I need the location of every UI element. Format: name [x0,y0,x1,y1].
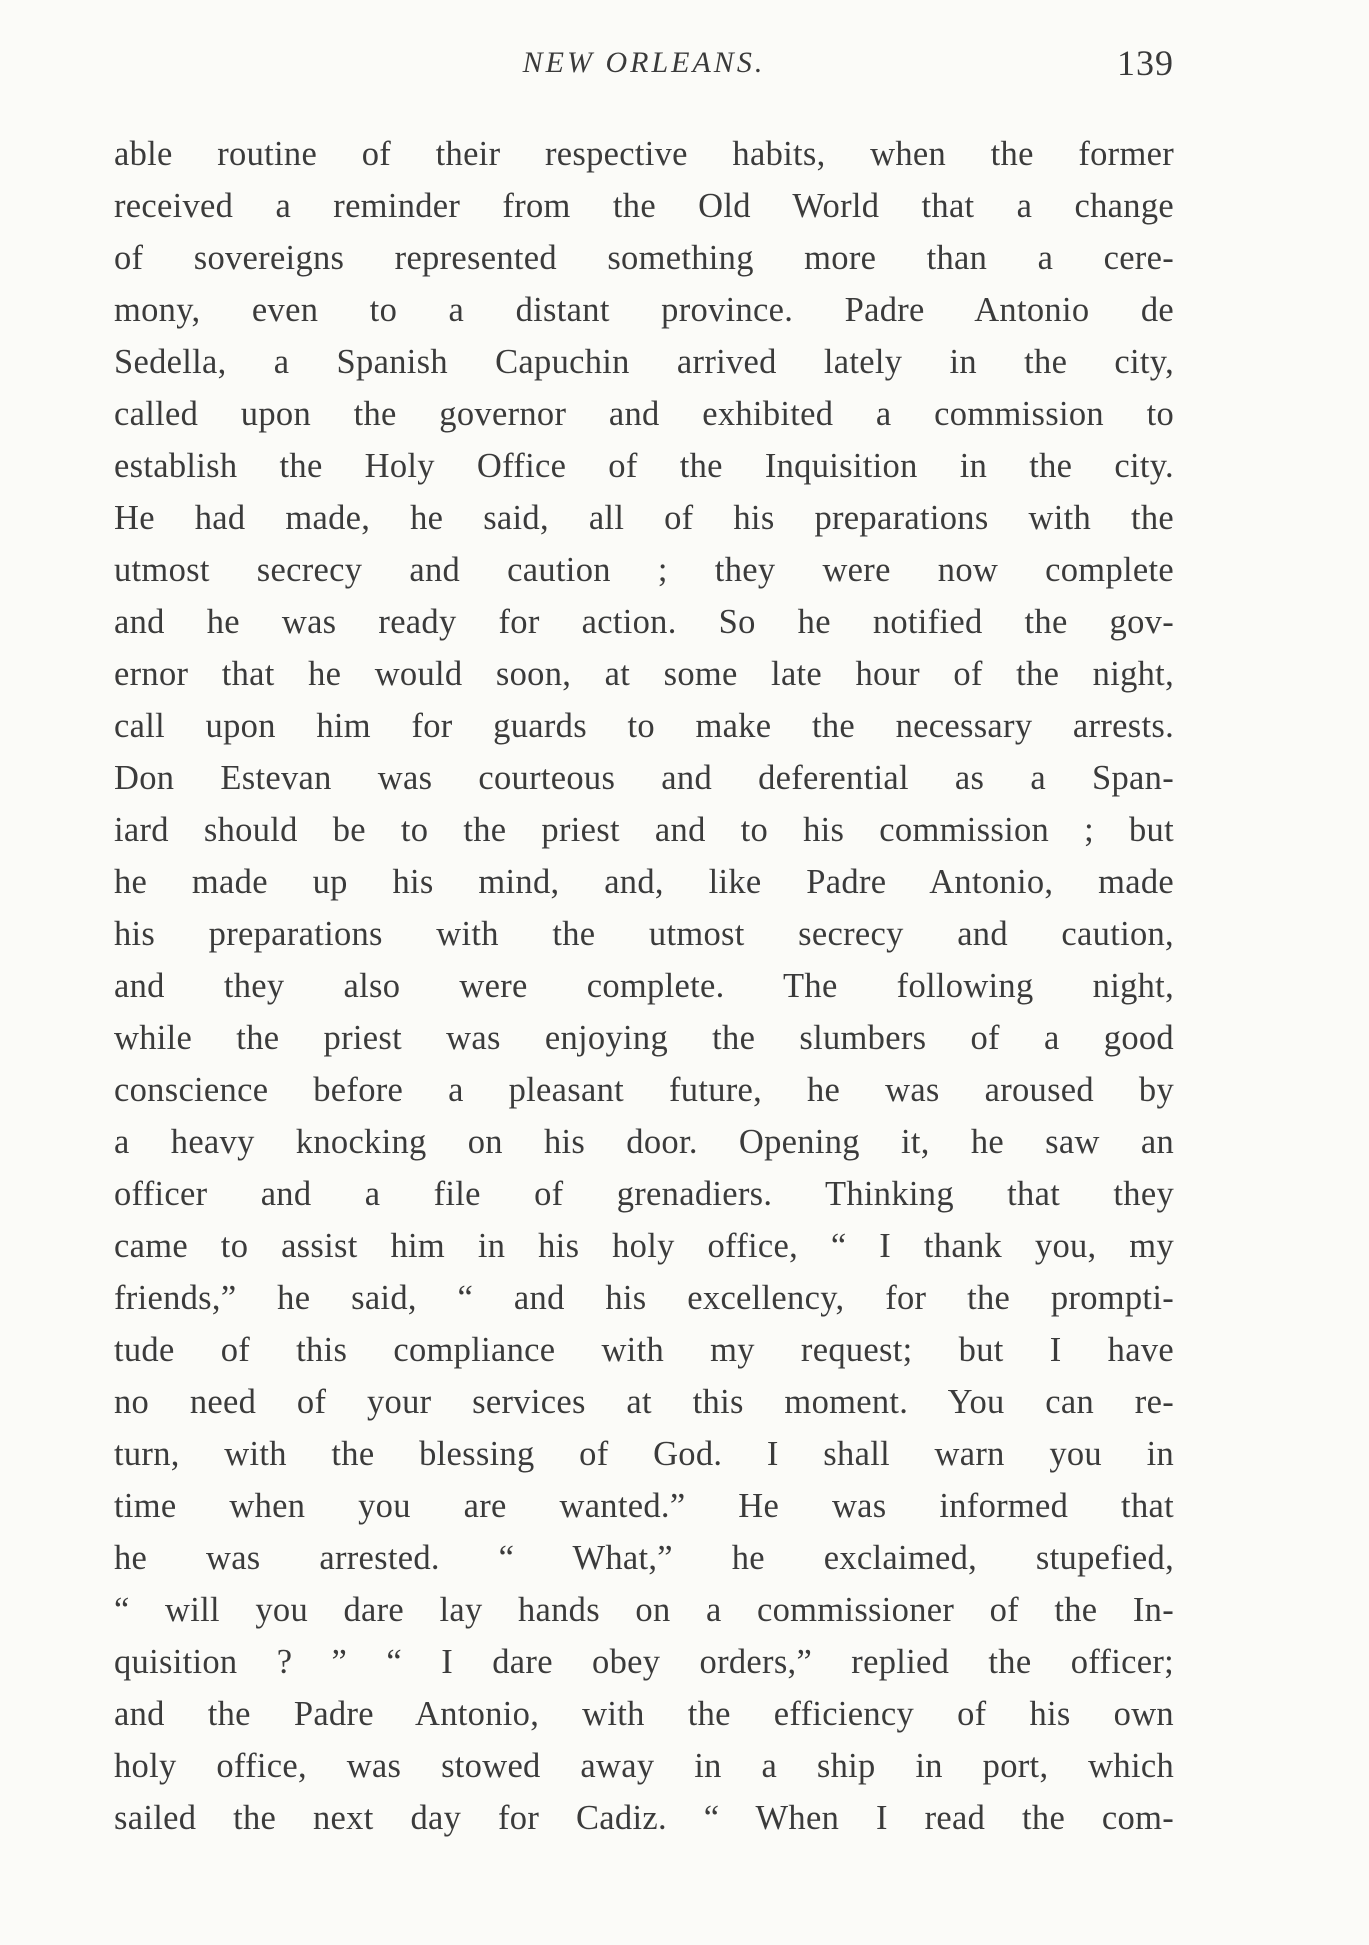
text-line: called upon the governor and exhibited a commission to [114,395,1174,433]
text-line: utmost secrecy and caution ; they were now complete [114,551,1174,589]
text-line: his preparations with the utmost secrecy and caution, [114,915,1174,953]
body-text [114,128,1174,1844]
text-line: of sovereigns represented something more than a cere- [114,239,1174,277]
text-line: while the priest was enjoying the slumbers of a good [114,1019,1174,1057]
text-line: He had made, he said, all of his preparations with the [114,499,1174,537]
text-line: he made up his mind, and, like Padre Antonio, made [114,863,1174,901]
text-line: Sedella, a Spanish Capuchin arrived lately in the city, [114,343,1174,381]
text-line: a heavy knocking on his door. Opening it, he saw an [114,1123,1174,1161]
text-line: establish the Holy Office of the Inquisition in the city. [114,447,1174,485]
text-line: came to assist him in his holy office, “ I thank you, my [114,1227,1174,1265]
text-line: friends,” he said, “ and his excellency, for the prompti- [114,1279,1174,1317]
text-line: mony, even to a distant province. Padre Antonio de [114,291,1174,329]
text-line: and they also were complete. The following night, [114,967,1174,1005]
text-line: conscience before a pleasant future, he was aroused by [114,1071,1174,1109]
text-line: and the Padre Antonio, with the efficiency of his own [114,1695,1174,1733]
running-head [114,42,1174,92]
text-line: officer and a file of grenadiers. Thinking that they [114,1175,1174,1213]
text-line: he was arrested. “ What,” he exclaimed, stupefied, [114,1539,1174,1577]
running-title: NEW ORLEANS. [522,46,766,79]
text-line: ernor that he would soon, at some late hour of the night, [114,655,1174,693]
text-line: received a reminder from the Old World that a change [114,187,1174,225]
text-line: turn, with the blessing of God. I shall warn you in [114,1435,1174,1473]
text-line: call upon him for guards to make the necessary arrests. [114,707,1174,745]
text-line: Don Estevan was courteous and deferential as a Span- [114,759,1174,797]
text-line: iard should be to the priest and to his commission ; but [114,811,1174,849]
text-line: tude of this compliance with my request; but I have [114,1331,1174,1369]
text-line: sailed the next day for Cadiz. “ When I read the com- [114,1799,1174,1837]
page-number: 139 [1117,43,1174,83]
text-line: quisition ? ” “ I dare obey orders,” replied the officer; [114,1643,1174,1681]
text-line: and he was ready for action. So he notified the gov- [114,603,1174,641]
text-line: no need of your services at this moment. You can re- [114,1383,1174,1421]
text-line: “ will you dare lay hands on a commissioner of the In- [114,1591,1174,1629]
text-line: able routine of their respective habits, when the former [114,135,1174,173]
text-line: time when you are wanted.” He was informed that [114,1487,1174,1525]
text-line: holy office, was stowed away in a ship in port, which [114,1747,1174,1785]
